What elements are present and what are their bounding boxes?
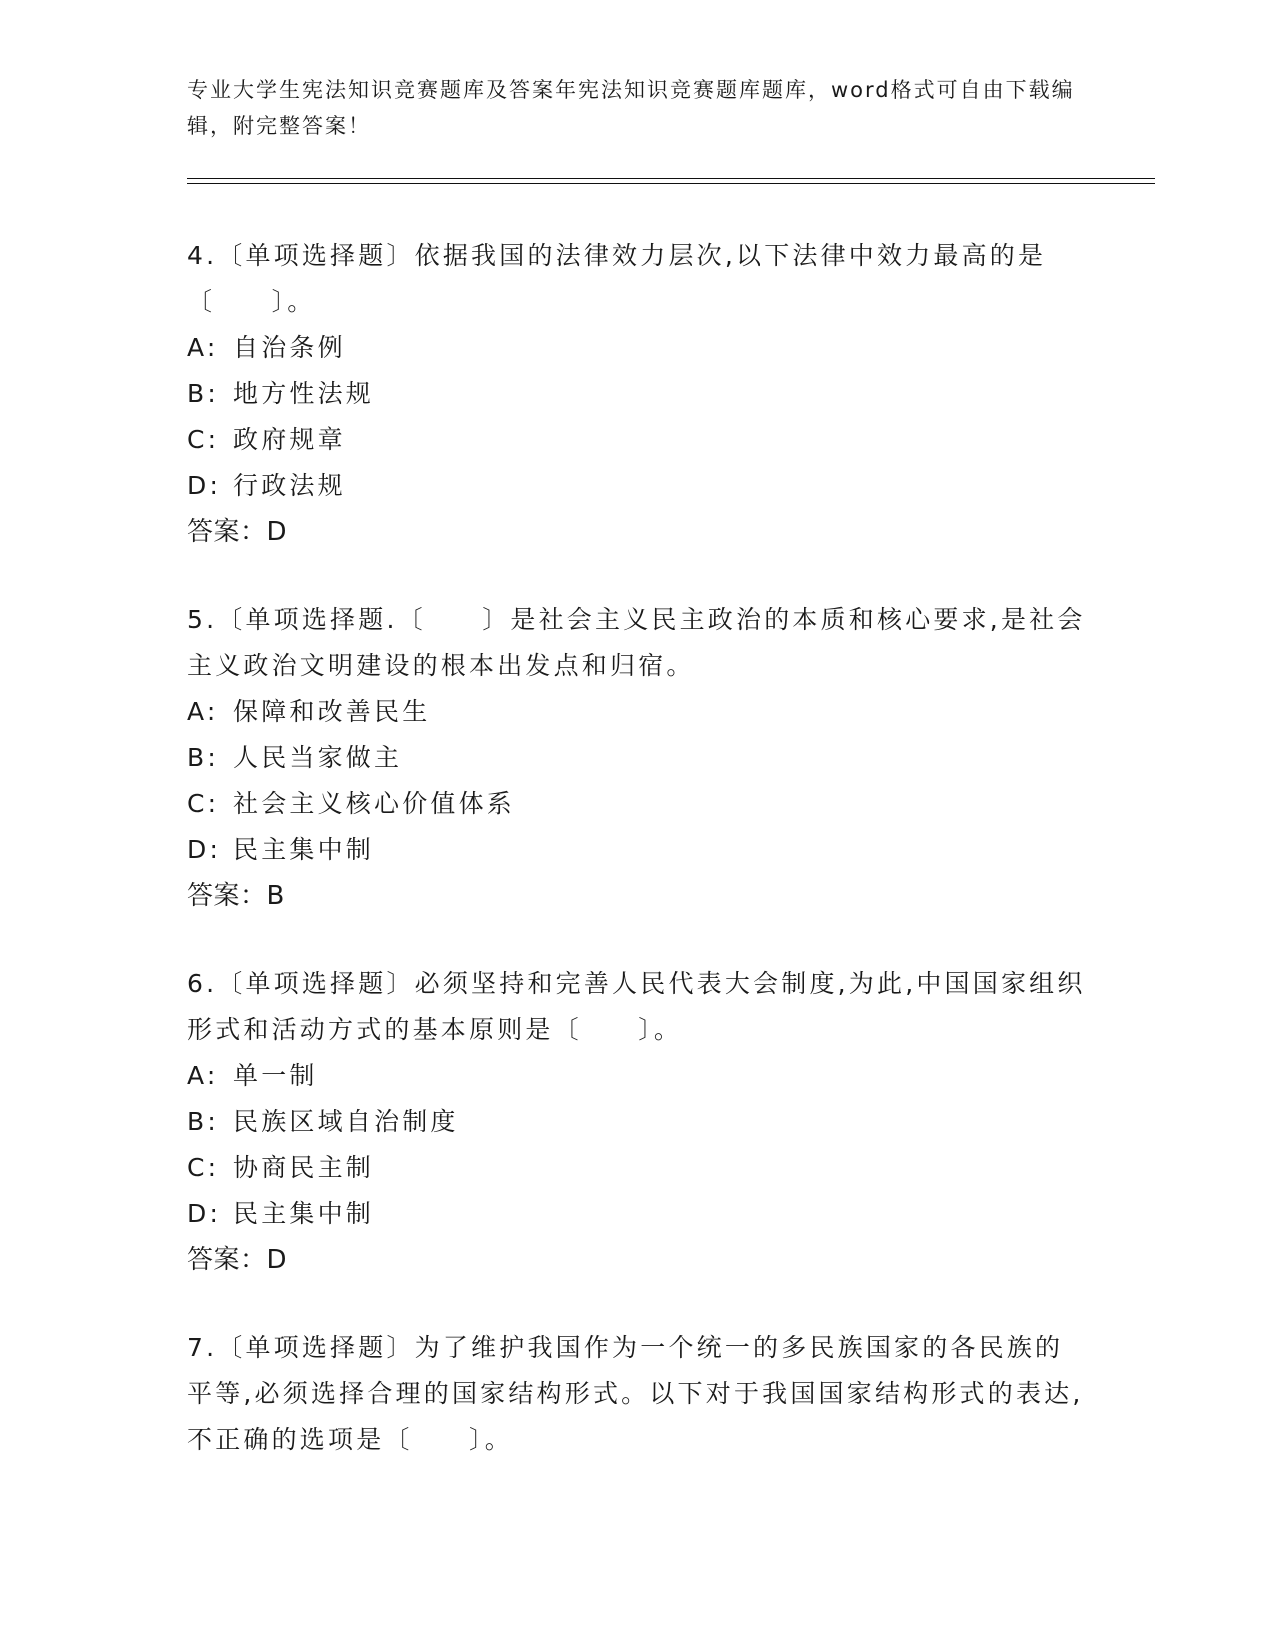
option-c (187, 417, 1087, 463)
option-text: 地方性法规 (233, 379, 375, 408)
option-b (187, 735, 1087, 781)
option-letter: C: (187, 1153, 220, 1182)
option-text: 单一制 (233, 1061, 318, 1090)
option-a (187, 689, 1087, 735)
option-letter: A: (187, 333, 219, 362)
option-text: 保障和改善民生 (233, 697, 431, 726)
question-7 (187, 1325, 1087, 1463)
option-text: 人民当家做主 (233, 743, 403, 772)
option-c (187, 1145, 1087, 1191)
option-b (187, 1099, 1087, 1145)
option-b (187, 371, 1087, 417)
option-letter: D: (187, 835, 222, 864)
question-text: 6.〔单项选择题〕必须坚持和完善人民代表大会制度,为此,中国国家组织形式和活动方式的基本原则是〔 〕。 (187, 969, 1086, 1044)
option-c (187, 781, 1087, 827)
question-4 (187, 233, 1087, 555)
option-text: 民主集中制 (233, 1199, 375, 1228)
option-letter: B: (187, 379, 219, 408)
option-letter: D: (187, 1199, 222, 1228)
question-text: 5.〔单项选择题.〔 〕是社会主义民主政治的本质和核心要求,是社会主义政治文明建设的根本出发点和归宿。 (187, 605, 1086, 680)
option-letter: B: (187, 1107, 219, 1136)
option-letter: B: (187, 743, 219, 772)
option-a (187, 1053, 1087, 1099)
header-divider-top (187, 178, 1155, 179)
option-d (187, 1191, 1087, 1237)
answer: 答案：D (187, 1245, 288, 1275)
option-letter: A: (187, 697, 219, 726)
option-text: 行政法规 (233, 471, 346, 500)
option-text: 自治条例 (233, 333, 346, 362)
question-text: 7.〔单项选择题〕为了维护我国作为一个统一的多民族国家的各民族的平等,必须选择合理的国家结构形式。以下对于我国国家结构形式的表达,不正确的选项是〔 〕。 (187, 1333, 1084, 1454)
option-d (187, 463, 1087, 509)
option-text: 协商民主制 (233, 1153, 375, 1182)
answer: 答案：D (187, 517, 288, 547)
option-letter: A: (187, 1061, 219, 1090)
option-a (187, 325, 1087, 371)
header-divider-bottom (187, 183, 1155, 184)
option-d (187, 827, 1087, 873)
option-text: 民主集中制 (233, 835, 375, 864)
document-header: 专业大学生宪法知识竞赛题库及答案年宪法知识竞赛题库题库，word格式可自由下载编辑，附完整答案！ (187, 78, 1075, 138)
question-6 (187, 961, 1087, 1283)
option-text: 民族区域自治制度 (233, 1107, 459, 1136)
answer: 答案：B (187, 881, 285, 911)
option-letter: C: (187, 789, 220, 818)
question-text: 4.〔单项选择题〕依据我国的法律效力层次,以下法律中效力最高的是〔 〕。 (187, 241, 1047, 316)
option-text: 社会主义核心价值体系 (233, 789, 516, 818)
option-text: 政府规章 (233, 425, 346, 454)
option-letter: D: (187, 471, 222, 500)
question-5 (187, 597, 1087, 919)
option-letter: C: (187, 425, 220, 454)
